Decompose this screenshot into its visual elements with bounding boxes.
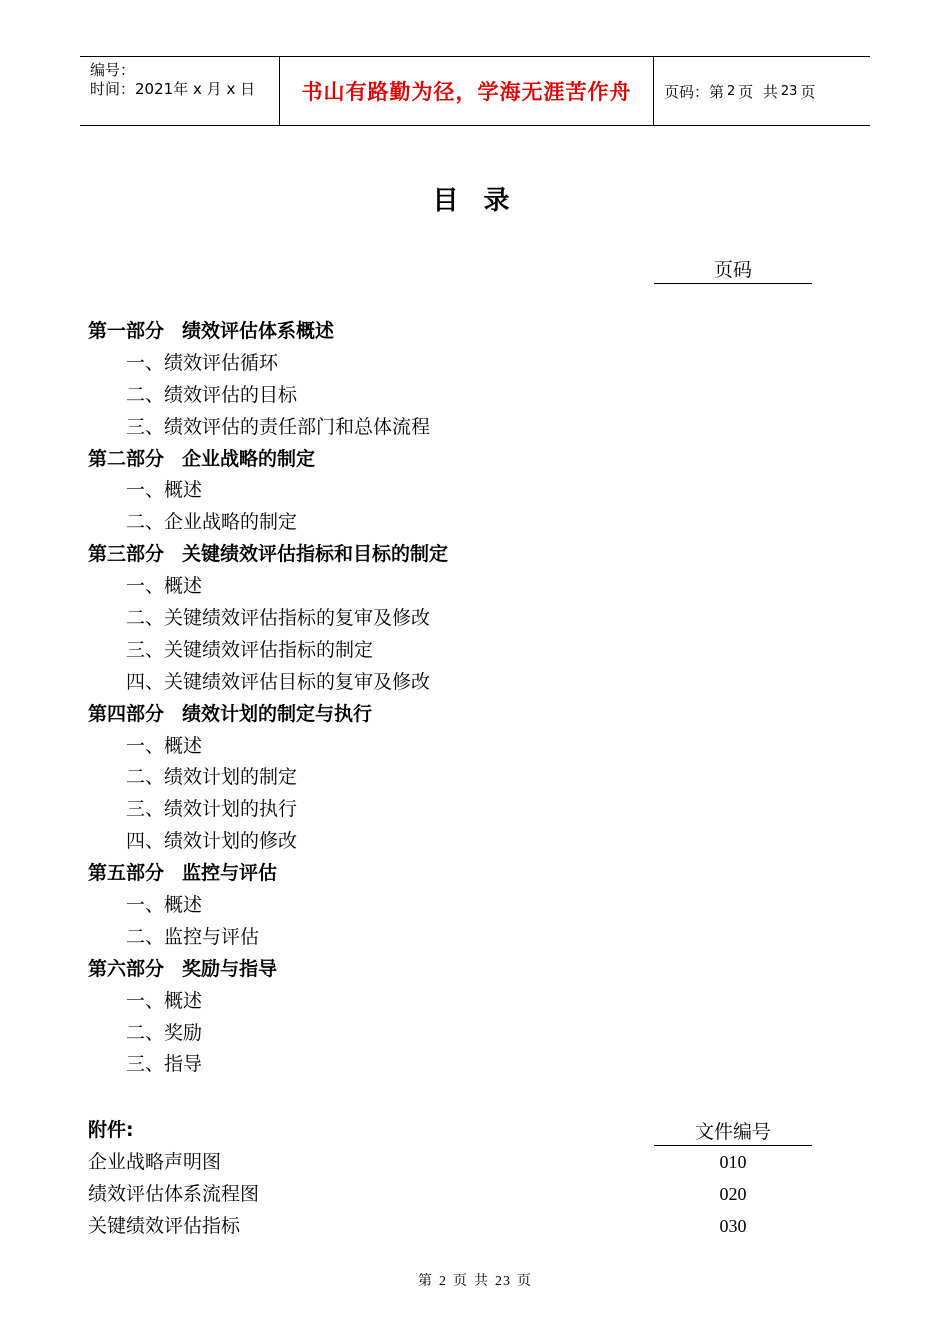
- toc-item[interactable]: [88, 986, 788, 1018]
- toc-item-text: 二、关键绩效评估指标的复审及修改: [126, 607, 431, 630]
- time-year: 2021: [135, 80, 174, 98]
- header-motto: 书山有路勤为径，学海无涯苦作舟: [280, 57, 654, 125]
- toc-item-text: 一、概述: [126, 575, 203, 598]
- header-page-label: 页码：第: [664, 82, 725, 101]
- footer-total: 23: [495, 1274, 511, 1289]
- footer-total-unit: 页: [517, 1274, 532, 1289]
- attachment-row[interactable]: [88, 1146, 812, 1178]
- toc-item[interactable]: [88, 922, 788, 954]
- time-year-unit: 年: [173, 80, 189, 98]
- toc-item[interactable]: [88, 635, 788, 667]
- toc-item-text: 二、绩效评估的目标: [126, 383, 298, 406]
- footer-current: 2: [439, 1274, 447, 1289]
- toc-item-text: 四、关键绩效评估目标的复审及修改: [126, 670, 431, 693]
- page-header: [80, 56, 870, 126]
- toc-part-label: 第四部分: [88, 702, 165, 725]
- footer-total-label: 共: [474, 1274, 489, 1289]
- attachment-name: 绩效评估体系流程图: [88, 1183, 260, 1205]
- toc-part-heading[interactable]: [88, 954, 788, 986]
- time-label: 时间：: [90, 80, 136, 98]
- toc-part-name: 绩效计划的制定与执行: [182, 702, 373, 725]
- toc-item-text: 一、概述: [126, 894, 203, 917]
- toc-item-text: 二、绩效计划的制定: [126, 766, 298, 789]
- toc-part-name: 监控与评估: [182, 862, 278, 885]
- attachment-code: 030: [719, 1216, 747, 1236]
- toc-item[interactable]: [88, 475, 788, 507]
- toc-part-heading[interactable]: [88, 316, 788, 348]
- toc-item-text: 四、绩效计划的修改: [126, 830, 298, 853]
- footer-prefix: 第: [418, 1274, 433, 1289]
- toc-item-text: 一、概述: [126, 734, 203, 757]
- toc-item-text: 三、绩效计划的执行: [126, 798, 298, 821]
- toc-part-name: 企业战略的制定: [182, 447, 316, 470]
- page-column-header: 页码: [654, 255, 812, 284]
- header-total-label: 共: [762, 82, 778, 101]
- footer-page-unit: 页: [453, 1274, 468, 1289]
- header-page-current: 2: [727, 83, 736, 99]
- toc-item[interactable]: [88, 731, 788, 763]
- attachment-name: 关键绩效评估指标: [88, 1215, 241, 1237]
- toc-part-heading[interactable]: [88, 858, 788, 890]
- toc-item-text: 二、企业战略的制定: [126, 511, 298, 534]
- toc-item[interactable]: [88, 603, 788, 635]
- toc-part-label: 第三部分: [88, 543, 165, 566]
- toc-part-name: 关键绩效评估指标和目标的制定: [182, 543, 449, 566]
- time-month-unit: 月: [206, 80, 222, 98]
- toc-part-heading[interactable]: [88, 444, 788, 476]
- attachment-row[interactable]: [88, 1210, 812, 1242]
- attachments-label: 附件:: [88, 1119, 134, 1141]
- toc-item[interactable]: [88, 1049, 788, 1081]
- toc-item-text: 二、奖励: [126, 1021, 203, 1044]
- page-footer: [0, 1270, 950, 1290]
- toc-part-name: 绩效评估体系概述: [182, 320, 335, 342]
- toc-part-label: 第六部分: [88, 957, 165, 980]
- toc-item[interactable]: [88, 1018, 788, 1050]
- toc-item[interactable]: [88, 507, 788, 539]
- attachment-code: 010: [719, 1152, 747, 1172]
- toc-item[interactable]: [88, 762, 788, 794]
- toc-item-text: 一、概述: [126, 479, 203, 502]
- page-title: 目 录: [432, 186, 518, 216]
- attachment-code: 020: [719, 1184, 747, 1204]
- toc-item-text: 三、指导: [126, 1053, 203, 1076]
- time-month: x: [193, 80, 202, 98]
- header-page-info: [654, 57, 870, 125]
- header-meta-cell: [80, 57, 280, 125]
- toc-item[interactable]: [88, 412, 788, 444]
- toc-item[interactable]: [88, 348, 788, 380]
- toc-item-text: 二、监控与评估: [126, 925, 260, 948]
- toc-item-text: 三、绩效评估的责任部门和总体流程: [126, 415, 431, 438]
- toc-item-text: 一、概述: [126, 989, 203, 1012]
- table-of-contents: [88, 316, 788, 1081]
- attachments-list: [88, 1146, 812, 1242]
- toc-part-label: 第一部分: [88, 320, 165, 342]
- time-day: x: [226, 80, 236, 98]
- attachment-row[interactable]: [88, 1178, 812, 1210]
- toc-part-heading[interactable]: [88, 539, 788, 571]
- toc-item[interactable]: [88, 667, 788, 699]
- header-page-total: 23: [780, 83, 798, 99]
- toc-item[interactable]: [88, 380, 788, 412]
- file-code-column-header: 文件编号: [654, 1117, 812, 1146]
- document-date: [90, 80, 279, 99]
- header-page-unit: 页: [738, 82, 754, 101]
- toc-item[interactable]: [88, 571, 788, 603]
- attachment-name: 企业战略声明图: [88, 1151, 222, 1173]
- toc-item[interactable]: [88, 794, 788, 826]
- toc-item[interactable]: [88, 890, 788, 922]
- time-day-unit: 日: [240, 80, 256, 98]
- header-total-unit: 页: [800, 82, 816, 101]
- toc-item[interactable]: [88, 826, 788, 858]
- toc-part-heading[interactable]: [88, 699, 788, 731]
- toc-part-name: 奖励与指导: [182, 957, 278, 980]
- toc-part-label: 第五部分: [88, 862, 165, 885]
- toc-item-text: 一、绩效评估循环: [126, 351, 279, 374]
- toc-item-text: 三、关键绩效评估指标的制定: [126, 638, 374, 661]
- document-number-label: 编号：: [90, 61, 136, 79]
- toc-part-label: 第二部分: [88, 447, 165, 470]
